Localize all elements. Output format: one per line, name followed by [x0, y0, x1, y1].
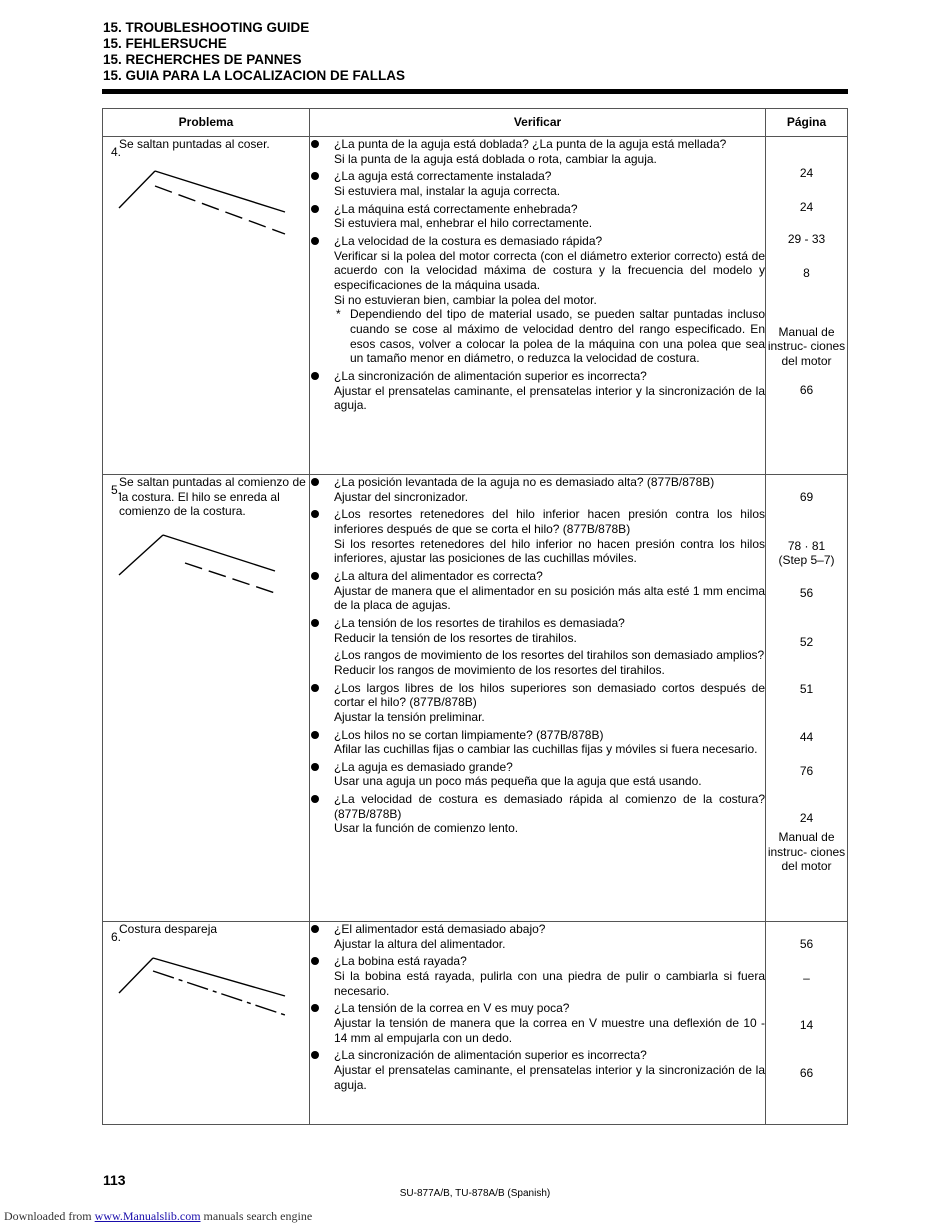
- bullet-icon: [311, 763, 319, 771]
- troubleshooting-table: [102, 108, 848, 1125]
- check-item: [310, 137, 765, 166]
- title-spanish: 15. GUIA PARA LA LOCALIZACION DE FALLAS: [103, 68, 406, 83]
- bullet-icon: [311, 205, 319, 213]
- check-action: Si estuviera mal, instalar la aguja correcta.: [334, 183, 561, 198]
- check-item: [310, 507, 765, 566]
- check-item: [310, 1001, 765, 1045]
- check-question: ¿La aguja está correctamente instalada?: [334, 169, 552, 184]
- check-action: Ajustar la tensión preliminar.: [334, 709, 485, 724]
- column-header-problem: Problema: [103, 109, 310, 137]
- check-item: [310, 922, 765, 951]
- page-ref: 76: [799, 763, 814, 778]
- check-question: ¿La tensión de los resortes de tirahilos es demasiada?: [334, 615, 625, 630]
- page-ref: 66: [799, 1065, 814, 1080]
- check-action: Afilar las cuchillas fijas o cambiar las cuchillas fijas y móviles si fuera necesario.: [334, 742, 758, 757]
- note-text: Dependiendo del tipo de material usado, se pueden saltar puntadas incluso cuando se cose al máximo de velocidad dentro del rango especificado. En esos casos, volver a colocar la polea de la máquina con una polea que sea un tamaño menor en diámetro, o reduzca la velocidad de costura.: [350, 307, 765, 366]
- column-header-page: Página: [766, 109, 848, 137]
- verify-cell: [310, 475, 766, 922]
- header-rule: [102, 89, 848, 94]
- page-ref: 29 - 33: [787, 232, 826, 247]
- page-ref: 69: [799, 490, 814, 504]
- page-ref: 66: [799, 382, 814, 397]
- bullet-icon: [311, 795, 319, 803]
- check-action: Usar una aguja un poco más pequeña que la aguja que está usando.: [334, 774, 702, 789]
- check-item: [310, 954, 765, 998]
- page-ref: 24: [799, 811, 814, 826]
- download-footer: [4, 1209, 312, 1224]
- uneven-stitch-diagram: [117, 951, 292, 1026]
- check-question: ¿La altura del alimentador es correcta?: [334, 568, 543, 583]
- title-english: 15. TROUBLESHOOTING GUIDE: [103, 20, 310, 35]
- check-action-secondary: Si no estuvieran bien, cambiar la polea del motor.: [334, 292, 597, 307]
- page-ref: 24: [799, 166, 814, 180]
- problem-text: Se saltan puntadas al comienzo de la costura. El hilo se enreda al comienzo de la costura.: [119, 475, 306, 519]
- check-question: ¿Los hilos no se cortan limpiamente? (877B/878B): [334, 727, 604, 742]
- check-question: ¿La bobina está rayada?: [334, 954, 467, 969]
- bullet-icon: [311, 684, 319, 692]
- bullet-icon: [311, 925, 319, 933]
- page-ref-cell: [766, 475, 848, 922]
- check-question: ¿La punta de la aguja está doblada? ¿La punta de la aguja está mellada?: [334, 137, 727, 151]
- check-action: Ajustar de manera que el alimentador en su posición más alta esté 1 mm encima de la placa de agujas.: [334, 583, 765, 613]
- check-question: ¿La velocidad de costura es demasiado rápida al comienzo de la costura? (877B/878B): [334, 792, 765, 821]
- problem-cell: [103, 137, 310, 475]
- page-ref-manual: Manual de instruc- ciones del motor: [767, 324, 846, 368]
- bullet-icon: [311, 1051, 319, 1059]
- page-ref: 78 · 81: [787, 538, 826, 553]
- title-french: 15. RECHERCHES DE PANNES: [103, 52, 302, 67]
- check-item: [310, 475, 765, 504]
- check-item: [310, 202, 765, 231]
- note-asterisk: *: [336, 307, 341, 322]
- check-action: Ajustar del sincronizador.: [334, 489, 469, 504]
- download-prefix: Downloaded from: [4, 1209, 95, 1223]
- problem-number: 6.: [111, 930, 122, 944]
- page-ref-sub: (Step 5–7): [778, 553, 835, 568]
- check-item: [310, 169, 765, 198]
- check-item: [310, 648, 765, 677]
- bullet-icon: [311, 510, 319, 518]
- check-action: Reducir la tensión de los resortes de tirahilos.: [334, 630, 577, 645]
- problem-number: 5.: [111, 483, 122, 497]
- problem-cell: [103, 475, 310, 922]
- check-question: ¿La tensión de la correa en V es muy poca?: [334, 1001, 570, 1016]
- page-ref: 52: [799, 634, 814, 649]
- check-item: [310, 760, 765, 789]
- page-number: 113: [103, 1172, 126, 1188]
- bullet-icon: [311, 572, 319, 580]
- problem-cell: [103, 922, 310, 1125]
- check-question: ¿Los largos libres de los hilos superiores son demasiado cortos después de cortar el hilo? (877B/878B): [334, 680, 765, 710]
- check-question: ¿Los resortes retenedores del hilo inferior hacen presión contra los hilos inferiores después de que se corta el hilo? (877B/878B): [334, 507, 765, 536]
- check-item: [310, 616, 765, 645]
- page-ref: 56: [799, 937, 814, 951]
- check-action: Si la punta de la aguja está doblada o rota, cambiar la aguja.: [334, 151, 657, 166]
- check-question: ¿La posición levantada de la aguja no es demasiado alta? (877B/878B): [334, 475, 715, 489]
- check-action: Si la bobina está rayada, pulirla con una piedra de pulir o cambiarla si fuera necesario.: [334, 968, 765, 998]
- problem-number: 4.: [111, 145, 122, 159]
- problem-text: Costura despareja: [119, 922, 218, 936]
- check-question: ¿La sincronización de alimentación superior es incorrecta?: [334, 368, 647, 383]
- check-question: ¿Los rangos de movimiento de los resortes del tirahilos son demasiado amplios?: [334, 648, 765, 663]
- check-action: Verificar si la polea del motor correcta (con el diámetro exterior correcto) está de acuerdo con la velocidad máxima de costura y la frecuencia del modelo y especificaciones de la máquina usada.: [334, 248, 765, 292]
- download-suffix: manuals search engine: [200, 1209, 313, 1223]
- page-ref-manual: Manual de instruc- ciones del motor: [767, 829, 846, 874]
- check-question: ¿La velocidad de la costura es demasiado rápida?: [334, 233, 603, 248]
- check-question: ¿La máquina está correctamente enhebrada?: [334, 201, 578, 216]
- page-ref: 56: [799, 585, 814, 600]
- skipped-stitch-diagram: [117, 533, 292, 608]
- check-question: ¿La aguja es demasiado grande?: [334, 759, 513, 774]
- page-ref: 14: [799, 1018, 814, 1033]
- check-question: ¿La sincronización de alimentación superior es incorrecta?: [334, 1048, 647, 1063]
- bullet-icon: [311, 731, 319, 739]
- check-action: Ajustar la tensión de manera que la correa en V muestre una deflexión de 10 - 14 mm al empujarla con un dedo.: [334, 1015, 765, 1045]
- table-row: [103, 475, 848, 922]
- check-item: [310, 681, 765, 725]
- bullet-icon: [311, 619, 319, 627]
- page-ref-cell: [766, 137, 848, 475]
- page-ref: 24: [799, 199, 814, 214]
- page-ref: 44: [799, 729, 814, 744]
- table-row: [103, 137, 848, 475]
- model-footer: SU-877A/B, TU-878A/B (Spanish): [399, 1188, 551, 1199]
- check-note: [334, 307, 765, 366]
- page-ref-cell: [766, 922, 848, 1125]
- check-item: [310, 1048, 765, 1092]
- check-action: Ajustar la altura del alimentador.: [334, 936, 506, 951]
- bullet-icon: [311, 957, 319, 965]
- check-item: [310, 234, 765, 366]
- check-item: [310, 792, 765, 836]
- check-item: [310, 728, 765, 757]
- verify-cell: [310, 137, 766, 475]
- check-item: [310, 369, 765, 413]
- skipped-stitch-diagram: [117, 166, 292, 241]
- check-action: Usar la función de comienzo lento.: [334, 821, 519, 836]
- page-ref: –: [803, 970, 810, 985]
- manualslib-link[interactable]: www.Manualslib.com: [94, 1209, 201, 1223]
- bullet-icon: [311, 140, 319, 148]
- check-item: [310, 569, 765, 613]
- verify-cell: [310, 922, 766, 1125]
- bullet-icon: [311, 172, 319, 180]
- check-action: Si estuviera mal, enhebrar el hilo correctamente.: [334, 216, 593, 231]
- page-ref: 8: [803, 265, 810, 280]
- check-action: Si los resortes retenedores del hilo inferior no hacen presión contra los hilos inferiores, ajustar las posiciones de las cuchillas móviles.: [334, 536, 765, 566]
- bullet-icon: [311, 1004, 319, 1012]
- check-question: ¿El alimentador está demasiado abajo?: [334, 922, 546, 936]
- check-action: Ajustar el prensatelas caminante, el prensatelas interior y la sincronización de la aguja.: [334, 383, 765, 413]
- check-action: Ajustar el prensatelas caminante, el prensatelas interior y la sincronización de la aguja.: [334, 1062, 765, 1092]
- page-header: [103, 20, 405, 84]
- problem-text: Se saltan puntadas al coser.: [119, 137, 270, 151]
- check-action: Reducir los rangos de movimiento de los resortes del tirahilos.: [334, 662, 665, 677]
- bullet-icon: [311, 478, 319, 486]
- bullet-icon: [311, 237, 319, 245]
- page-ref: 51: [799, 682, 814, 697]
- table-row: [103, 922, 848, 1125]
- table-header-row: [103, 109, 848, 137]
- title-german: 15. FEHLERSUCHE: [103, 36, 227, 51]
- bullet-icon: [311, 372, 319, 380]
- column-header-verify: Verificar: [310, 109, 766, 137]
